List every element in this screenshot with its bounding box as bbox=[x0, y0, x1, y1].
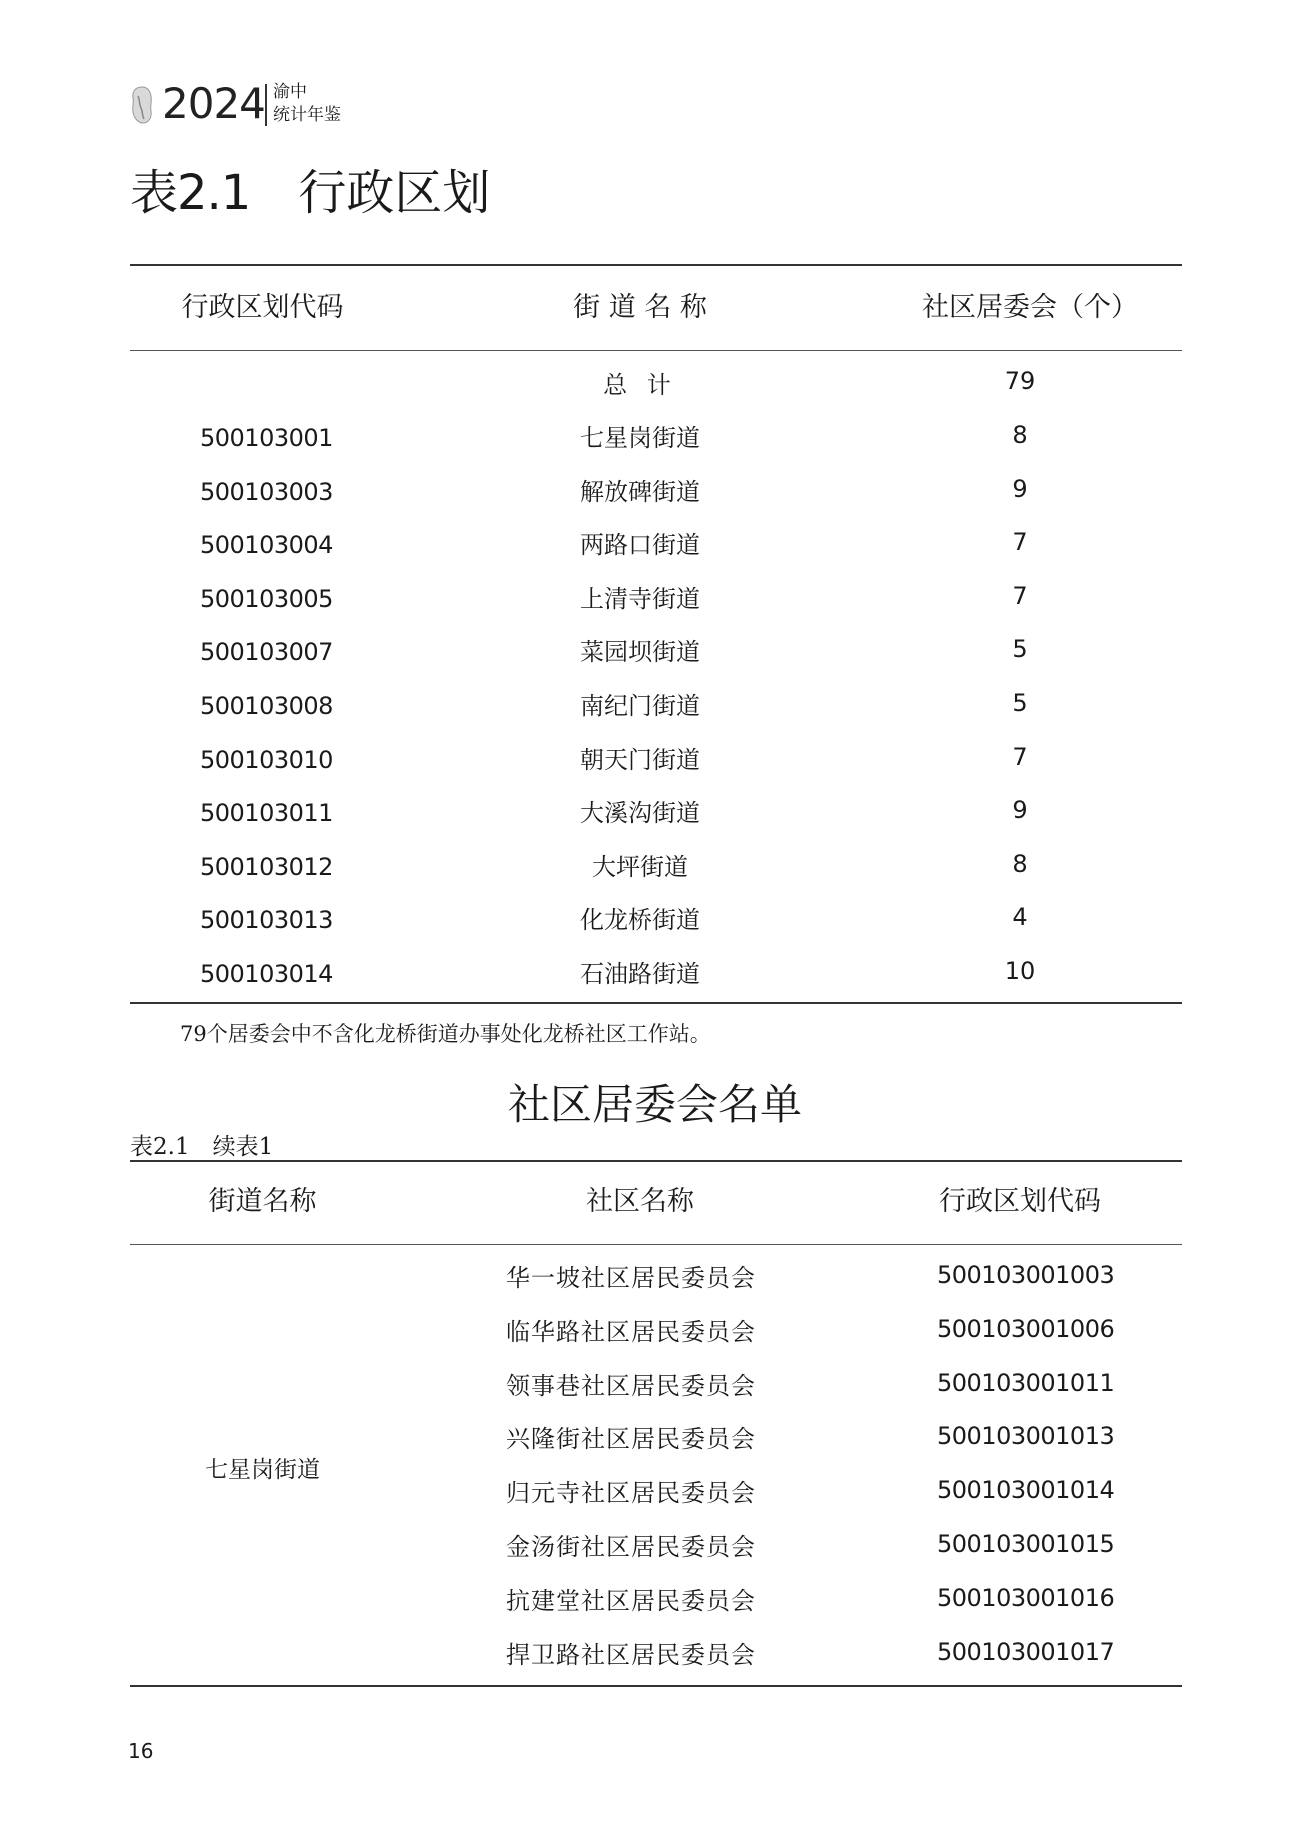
table2-cell-code: 500103001003 bbox=[937, 1261, 1115, 1289]
header-region: 渝中 bbox=[273, 82, 307, 102]
table2-header-rule bbox=[130, 1244, 1182, 1245]
header-year: 2024 bbox=[162, 79, 265, 128]
table-number: 表2.1 bbox=[130, 165, 251, 221]
table1-cell-street: 菜园坝街道 bbox=[580, 638, 700, 666]
header-divider bbox=[265, 84, 267, 126]
table1-cell-code: 500103003 bbox=[200, 478, 333, 506]
table1-header-count: 社区居委会（个） bbox=[922, 292, 1138, 323]
table1-cell-street: 两路口街道 bbox=[580, 531, 700, 559]
table2-cell-code: 500103001014 bbox=[937, 1476, 1115, 1504]
table2-cell-community: 归元寺社区居民委员会 bbox=[506, 1479, 756, 1507]
table1-bottom-rule bbox=[130, 1002, 1182, 1004]
table1-header-rule bbox=[130, 350, 1182, 351]
continuation-label: 表2.1 续表1 bbox=[130, 1134, 274, 1160]
page-title bbox=[130, 163, 490, 223]
table1-cell-count: 7 bbox=[1012, 743, 1028, 771]
table1-cell-count: 7 bbox=[1012, 582, 1028, 610]
table2-cell-code: 500103001015 bbox=[937, 1530, 1115, 1558]
table2-cell-community: 抗建堂社区居民委员会 bbox=[506, 1587, 756, 1615]
table1-cell-count: 8 bbox=[1012, 850, 1028, 878]
table2-cell-code: 500103001013 bbox=[937, 1422, 1115, 1450]
table1-cell-street: 南纪门街道 bbox=[580, 692, 700, 720]
header-publication: 统计年鉴 bbox=[273, 105, 341, 125]
table1-cell-street: 七星岗街道 bbox=[580, 424, 700, 452]
total-label: 总 计 bbox=[603, 371, 677, 399]
table1-header-code: 行政区划代码 bbox=[181, 292, 344, 323]
total-value: 79 bbox=[1004, 367, 1036, 395]
list-title: 社区居委会名单 bbox=[507, 1080, 802, 1129]
table1-cell-count: 4 bbox=[1012, 903, 1028, 931]
table2-top-rule bbox=[130, 1160, 1182, 1162]
yearbook-logo-icon bbox=[130, 86, 154, 124]
table2-street-name: 七星岗街道 bbox=[205, 1457, 320, 1483]
table2-cell-community: 金汤街社区居民委员会 bbox=[506, 1533, 756, 1561]
table1-cell-street: 化龙桥街道 bbox=[580, 906, 700, 934]
table2-cell-community: 捍卫路社区居民委员会 bbox=[506, 1641, 756, 1669]
table2-cell-community: 领事巷社区居民委员会 bbox=[506, 1372, 756, 1400]
page-number: 16 bbox=[128, 1739, 154, 1763]
table1-cell-code: 500103001 bbox=[200, 424, 333, 452]
table2-cell-code: 500103001006 bbox=[937, 1315, 1115, 1343]
table1-cell-code: 500103011 bbox=[200, 799, 333, 827]
table2-header-code: 行政区划代码 bbox=[939, 1186, 1101, 1217]
table1-cell-count: 10 bbox=[1004, 957, 1036, 985]
table2-cell-code: 500103001011 bbox=[937, 1369, 1115, 1397]
table1-cell-count: 5 bbox=[1012, 689, 1028, 717]
table1-header-street: 街 道 名 称 bbox=[573, 292, 707, 323]
table1-cell-code: 500103014 bbox=[200, 960, 333, 988]
table2-cell-community: 临华路社区居民委员会 bbox=[506, 1318, 756, 1346]
table1-cell-code: 500103004 bbox=[200, 531, 333, 559]
table1-cell-count: 7 bbox=[1012, 528, 1028, 556]
table1-cell-code: 500103008 bbox=[200, 692, 333, 720]
table1-cell-code: 500103007 bbox=[200, 638, 333, 666]
table1-top-rule bbox=[130, 264, 1182, 266]
table2-header-street: 街道名称 bbox=[208, 1186, 317, 1217]
table2-cell-code: 500103001017 bbox=[937, 1638, 1115, 1666]
table1-cell-street: 石油路街道 bbox=[580, 960, 700, 988]
table2-bottom-rule bbox=[130, 1685, 1182, 1687]
table1-cell-count: 9 bbox=[1012, 475, 1028, 503]
table1-cell-code: 500103005 bbox=[200, 585, 333, 613]
table1-cell-count: 9 bbox=[1012, 796, 1028, 824]
table1-cell-count: 8 bbox=[1012, 421, 1028, 449]
table2-header-community: 社区名称 bbox=[586, 1186, 694, 1217]
table2-cell-community: 华一坡社区居民委员会 bbox=[506, 1264, 756, 1292]
table1-cell-street: 解放碑街道 bbox=[580, 478, 700, 506]
table1-cell-code: 500103010 bbox=[200, 746, 333, 774]
table1-cell-code: 500103013 bbox=[200, 906, 333, 934]
table2-cell-community: 兴隆街社区居民委员会 bbox=[506, 1425, 756, 1453]
table-note: 79个居委会中不含化龙桥街道办事处化龙桥社区工作站。 bbox=[180, 1022, 711, 1046]
table1-cell-street: 大坪街道 bbox=[592, 853, 688, 881]
table1-cell-street: 上清寺街道 bbox=[580, 585, 700, 613]
table1-cell-code: 500103012 bbox=[200, 853, 333, 881]
table2-cell-code: 500103001016 bbox=[937, 1584, 1115, 1612]
table-name: 行政区划 bbox=[298, 165, 491, 221]
table1-cell-street: 朝天门街道 bbox=[580, 746, 700, 774]
table1-cell-count: 5 bbox=[1012, 635, 1028, 663]
table1-cell-street: 大溪沟街道 bbox=[580, 799, 700, 827]
